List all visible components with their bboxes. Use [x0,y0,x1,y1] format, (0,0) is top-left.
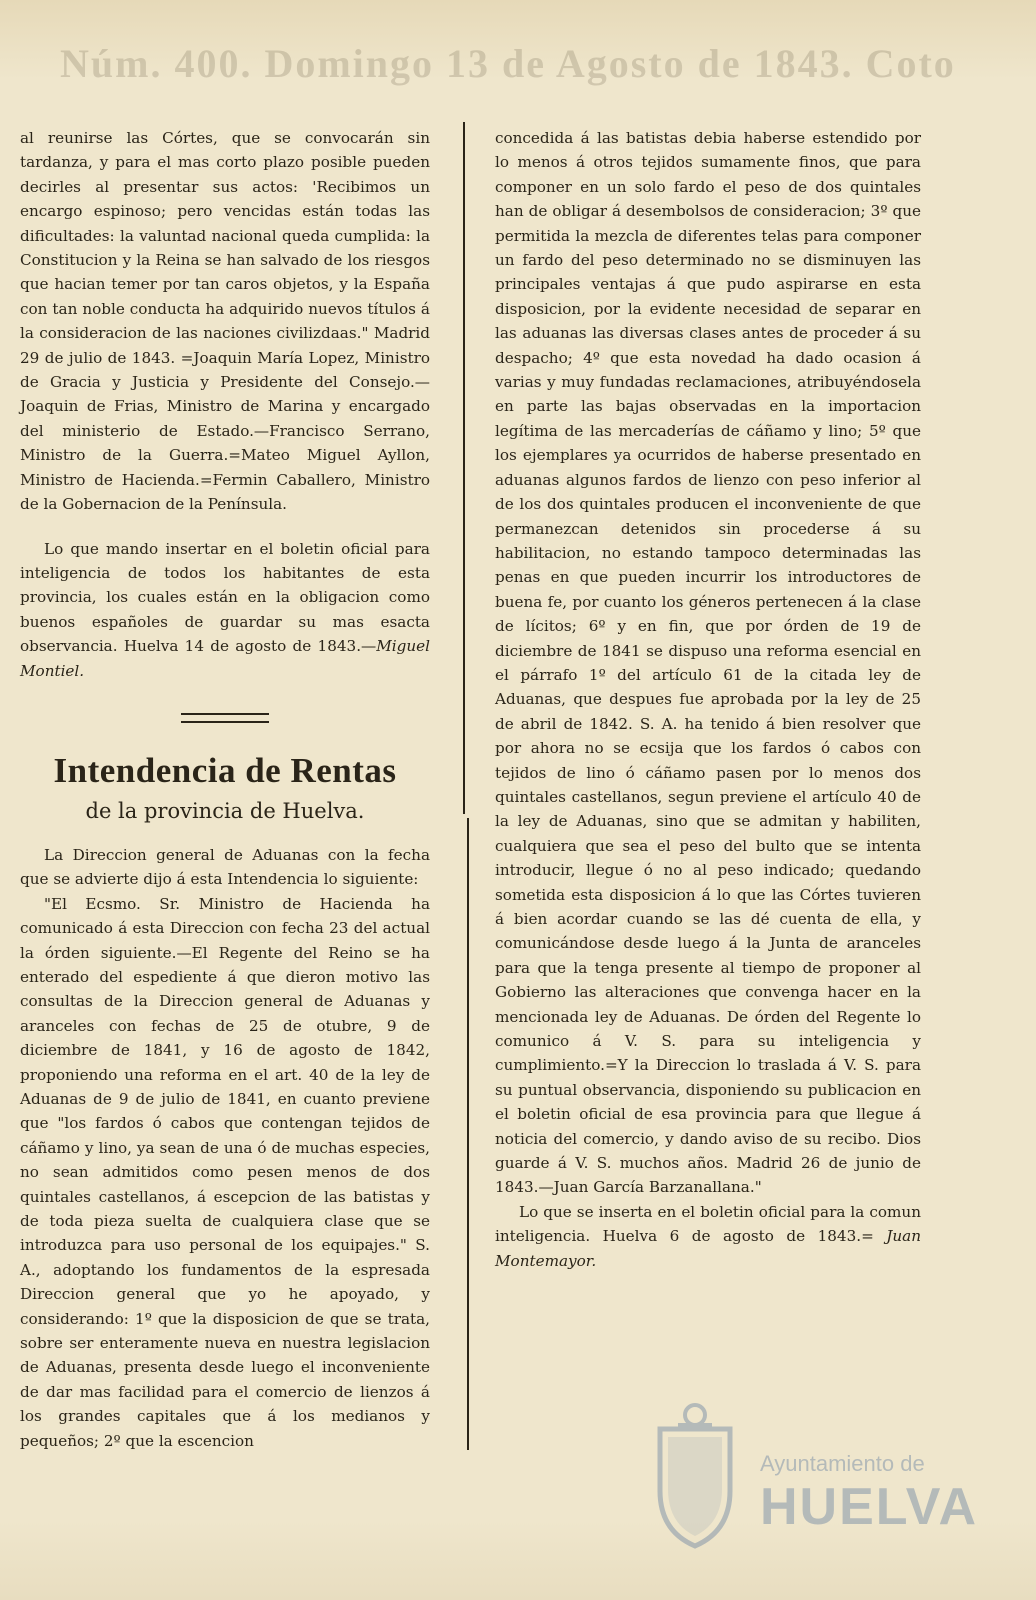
column-divider-left [463,122,465,814]
closing-insertion-text [495,1200,921,1273]
spacer [20,517,430,537]
masthead-bleedthrough: Núm. 400. Domingo 13 de Agosto de 1843. Coto [60,41,956,86]
intendencia-intro: La Direccion general de Aduanas con la fecha que se advierte dijo á esta Intendencia lo siguiente: [20,845,430,889]
section-heading: Intendencia de Rentas [53,750,397,790]
coat-of-arms-icon [640,1401,750,1551]
archive-watermark [640,1395,979,1575]
signature-montiel: Miguel Montiel. [20,637,430,680]
section-subheading: de la provincia de Huelva. [85,798,365,823]
watermark-line2: HUELVA [760,1478,979,1536]
right-column [495,126,921,1273]
column-divider-right [467,818,469,1450]
ministerial-order-text: "El Ecsmo. Sr. Ministro de Hacienda ha comunicado á esta Direccion con fecha 23 del actual la órden siguiente.—El Regente del Reino se ha enterado del espediente á que dieron motivo las consultas de la Direccion general de Aduanas y aranceles con fechas de 25 de otubre, 9 de diciembre de 1841, y 16 de agosto de 1842, proponiendo una reforma en el art. 40 de la ley de Aduanas de 9 de julio de 1841, en cuanto previene que "los fardos ó cabos que contengan tejidos de cáñamo y lino, ya sean de una ó de muchas especies, no sean admitidos como pesen menos de dos quintales castellanos, á escepcion de las batistas y de toda pieza suelta de cualquiera clase que se introduzca para uso personal de los equipajes." S. A., adoptando los fundamentos de la espresada Direccion general que yo he apoyado, y considerando: 1º que la disposicion de que se trata, sobre ser enteramente nueva en nuestra legislacion de Aduanas, presenta desde luego el inconveniente de dar mas facilidad para el comercio de lienzos á los grandes capitales que á los medianos y pequeños; 2º que la escencion [20,894,430,1450]
closing-insertion-body: Lo que se inserta en el boletin oficial para la comun inteligencia. Huelva 6 de agosto de 1843.= [495,1202,921,1246]
signature-montemayor: Juan Montemayor. [495,1227,922,1270]
insertion-order-text [20,537,430,683]
intendencia-body [20,843,430,1453]
decree-closing-text: al reunirse las Córtes, que se convocarán sin tardanza, y para el mas corto plazo posible pueden decirles al presentar sus actos: 'Recibimos un encargo espinoso; pero vencidas están todas las dificultades: la valuntad nacional queda cumplida: la Constitucion y la Reina se han salvado de los riesgos que hacian temer por tan caros objetos, y la España con tan noble conducta ha adquirido nuevos títulos á la consideracion de las naciones civilizdaas." Madrid 29 de julio de 1843. =Joaquin María Lopez, Ministro de Gracia y Justicia y Presidente del Consejo.—Joaquin de Frias, Ministro de Marina y encargado del ministerio de Estado.—Francisco Serrano, Ministro de la Guerra.=Mateo Miguel Ayllon, Ministro de Hacienda.=Fermin Caballero, Ministro de la Gobernacion de la Península. [20,129,430,514]
watermark-line1: Ayuntamiento de [760,1451,925,1476]
section-divider-ornament [181,713,269,723]
insertion-order-body: Lo que mando insertar en el boletin oficial para inteligencia de todos los habitantes de esta provincia, los cuales están en la obligacion como buenos españoles de guardar su mas esacta observancia. Huelva 14 de agosto de 1843.— [20,539,430,656]
left-column [20,126,430,1453]
order-continuation-text: concedida á las batistas debia haberse estendido por lo menos á otros tejidos sumamente finos, que para componer en un solo fardo el peso de dos quintales han de obligar á desembolsos de consideracion; 3º que permitida la mezcla de diferentes telas para componer un fardo del peso determinado no se disminuyen las principales ventajas á que pudo aspirarse en esta disposicion, por la evidente necesidad de separar en las aduanas las diversas clases antes de proceder á su despacho; 4º que esta novedad ha dado ocasion á varias y muy fundadas reclamaciones, atribuyéndosela en parte las bajas observadas en la importacion legítima de las mercaderías de cáñamo y lino; 5º que los ejemplares ya ocurridos de haberse presentado en aduanas algunos fardos de lienzo con peso inferior al de los dos quintales producen el inconveniente de que permanezcan detenidos sin procederse á su habilitacion, no estando tampoco determinadas las penas en que pueden incurrir los introductores de buena fe, por cuanto los géneros pertenecen á la clase de lícitos; 6º y en fin, que por órden de 19 de diciembre de 1841 se dispuso una reforma esencial en el párrafo 1º del artículo 61 de la citada ley de Aduanas, que despues fue aprobada por la ley de 25 de abril de 1842. S. A. ha tenido á bien resolver que por ahora no se ecsija que los fardos ó cabos con tejidos de lino ó cáñamo pasen por lo menos dos quintales castellanos, segun previene el artículo 40 de la ley de Aduanas, sino que se admitan y habiliten, cualquiera que sea el peso del bulto que se intenta introducir, llegue ó no al peso indicado; quedando sometida esta disposicion á lo que las Córtes tuvieren á bien acordar cuando se las dé cuenta de ella, y comunicándose desde luego á la Junta de aranceles para que la tenga presente al tiempo de proponer al Gobierno las alteraciones que convenga hacer en la mencionada ley de Aduanas. De órden del Regente lo comunico á V. S. para su inteligencia y cumplimiento.=Y la Direccion lo traslada á V. S. para su puntual observancia, disponiendo su publicacion en el boletin oficial de esa provincia para que llegue á noticia del comercio, y dando aviso de su recibo. Dios guarde á V. S. muchos años. Madrid 26 de junio de 1843.—Juan García Barzanallana." [495,129,921,1197]
